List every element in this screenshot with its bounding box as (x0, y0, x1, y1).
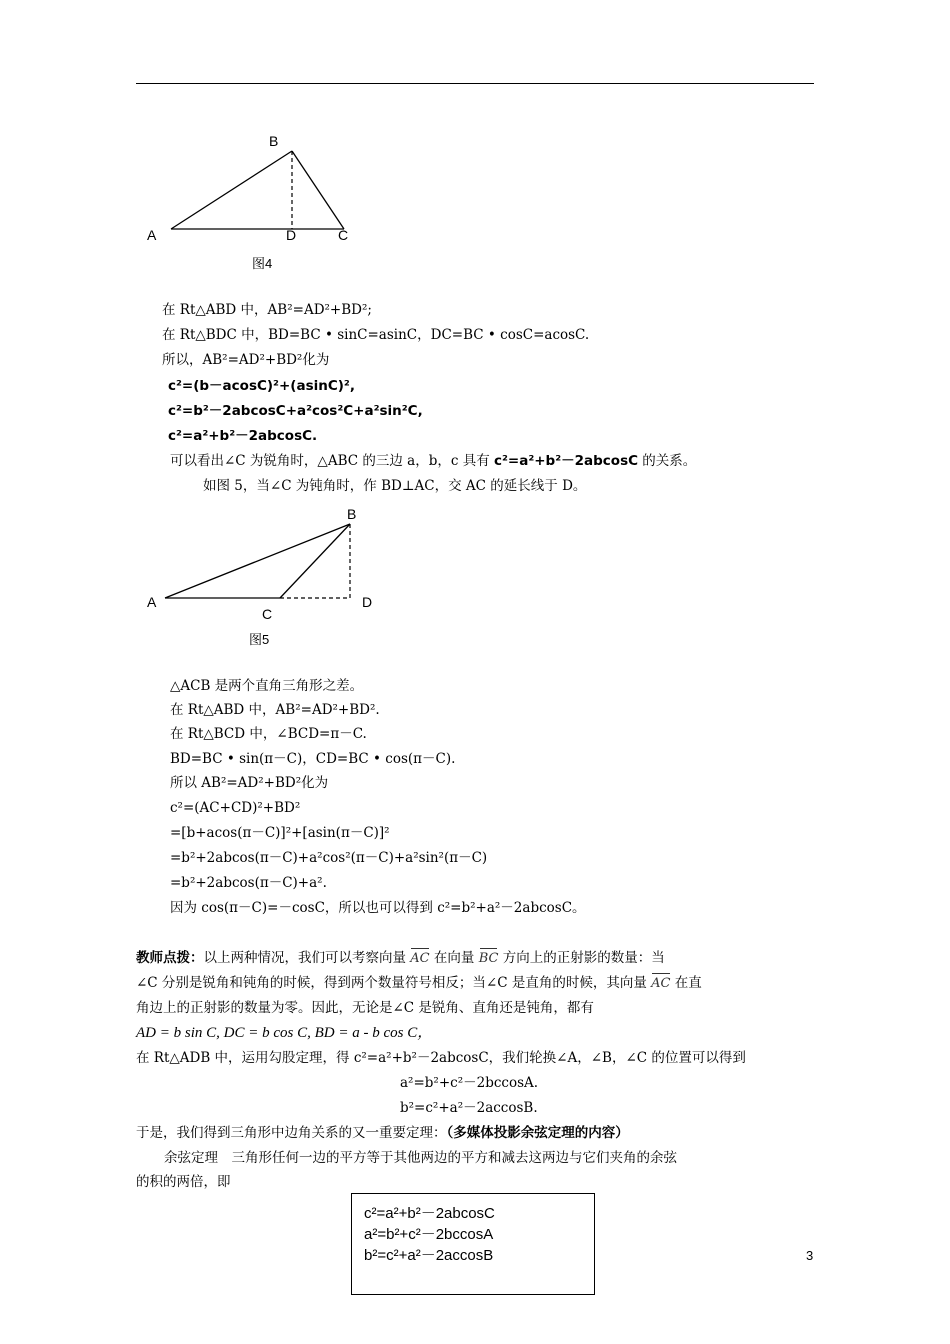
text-line: △ACB 是两个直角三角形之差。 (170, 678, 364, 694)
vector-bc: BC (479, 947, 499, 969)
text-line (136, 947, 665, 969)
fig5-label-c: C (262, 606, 273, 622)
text-span: 以上两种情况，我们可以考察向量 (203, 950, 411, 966)
formula-line: c²=(b－acosC)²+(asinC)², (168, 378, 355, 394)
fig5-side-ab (165, 524, 350, 598)
text-span: 在直 (670, 975, 702, 991)
text-line: 角边上的正射影的数量为零。因此，无论是∠C 是锐角、直角还是钝角，都有 (136, 1000, 594, 1016)
text-line: 在 Rt△ADB 中，运用勾股定理，得 c²=a²+b²－2abcosC，我们轮换∠A，∠B，∠C 的位置可以得到 (136, 1050, 746, 1066)
text-line: 余弦定理 三角形任何一边的平方等于其他两边的平方和减去这两边与它们夹角的余弦 (164, 1150, 677, 1166)
text-line: 因为 cos(π－C)=－cosC，所以也可以得到 c²=b²+a²－2abcosC。 (170, 900, 586, 916)
fig5-caption: 图5 (249, 632, 270, 647)
formula-line: c²=b²－2abcosC+a²cos²C+a²sin²C, (168, 403, 423, 419)
fig4-label-b: B (269, 133, 279, 149)
text-line (136, 972, 702, 994)
teacher-note-label: 教师点拨： (136, 950, 204, 966)
fig5-label-b: B (347, 506, 357, 522)
text-line: 在 Rt△BDC 中，BD=BC • sinC=asinC，DC=BC • cosC=acosC. (162, 327, 590, 343)
fig5-side-bc (280, 524, 350, 598)
text-span: ∠C 分别是锐角和钝角的时候，得到两个数量符号相反；当∠C 是直角的时候，其向量 (136, 975, 652, 991)
formula-line: AD = b sin C, DC = b cos C, BD = a - b cos C， (136, 1025, 433, 1041)
text-line: 如图 5，当∠C 为钝角时，作 BD⊥AC，交 AC 的延长线于 D。 (203, 478, 587, 494)
fig4-label-a: A (147, 227, 157, 243)
text-line: 在 Rt△ABD 中，AB²=AD²+BD²; (162, 302, 372, 318)
page-number: 3 (806, 1248, 814, 1263)
text-span: 可以看出∠C 为锐角时，△ABC 的三边 a，b，c 具有 (170, 453, 494, 469)
text-line: 在 Rt△ABD 中，AB²=AD²+BD². (170, 702, 380, 718)
fig4-label-d: D (286, 227, 297, 243)
text-line (136, 1123, 629, 1143)
formula-span: c²=a²+b²－2abcosC (493, 453, 639, 469)
text-span: 于是，我们得到三角形中边角关系的又一重要定理： (136, 1125, 447, 1141)
fig4-caption: 图4 (252, 256, 273, 271)
formula-a: a²=b²+c²－2bccosA (364, 1226, 494, 1243)
fig5-label-d: D (362, 594, 373, 610)
text-line: 在 Rt△BCD 中，∠BCD=π－C. (170, 726, 367, 742)
bold-span: （多媒体投影余弦定理的内容） (446, 1125, 629, 1141)
text-line: BD=BC • sin(π－C)，CD=BC • cos(π－C). (170, 751, 456, 767)
text-span: 方向上的正射影的数量：当 (498, 950, 665, 966)
text-line: c²=(AC+CD)²+BD² (170, 800, 301, 816)
text-span: 的关系。 (638, 453, 697, 469)
vector-ac: AC (651, 972, 670, 994)
formula-b: b²=c²+a²－2accosB (364, 1247, 494, 1264)
fig5-label-a: A (147, 594, 157, 610)
text-line: 的积的两倍，即 (136, 1174, 231, 1190)
text-line: =b²+2abcos(π－C)+a². (170, 875, 327, 891)
vector-ac: AC (410, 947, 429, 969)
formula-line: c²=a²+b²－2abcosC. (168, 428, 318, 444)
text-line: 所以，AB²=AD²+BD²化为 (162, 352, 330, 368)
text-line: 所以 AB²=AD²+BD²化为 (170, 775, 329, 791)
fig4-label-c: C (338, 227, 349, 243)
text-line: =b²+2abcos(π－C)+a²cos²(π－C)+a²sin²(π－C) (170, 850, 488, 866)
text-span: 在向量 (429, 950, 479, 966)
formula-line: a²=b²+c²－2bccosA. (400, 1075, 539, 1091)
text-line: =[b+acos(π－C)]²+[asin(π－C)]² (170, 825, 390, 841)
formula-c: c²=a²+b²－2abcosC (364, 1205, 495, 1222)
formula-line: b²=c²+a²－2accosB. (400, 1100, 538, 1116)
cosine-law-box (351, 1193, 595, 1295)
